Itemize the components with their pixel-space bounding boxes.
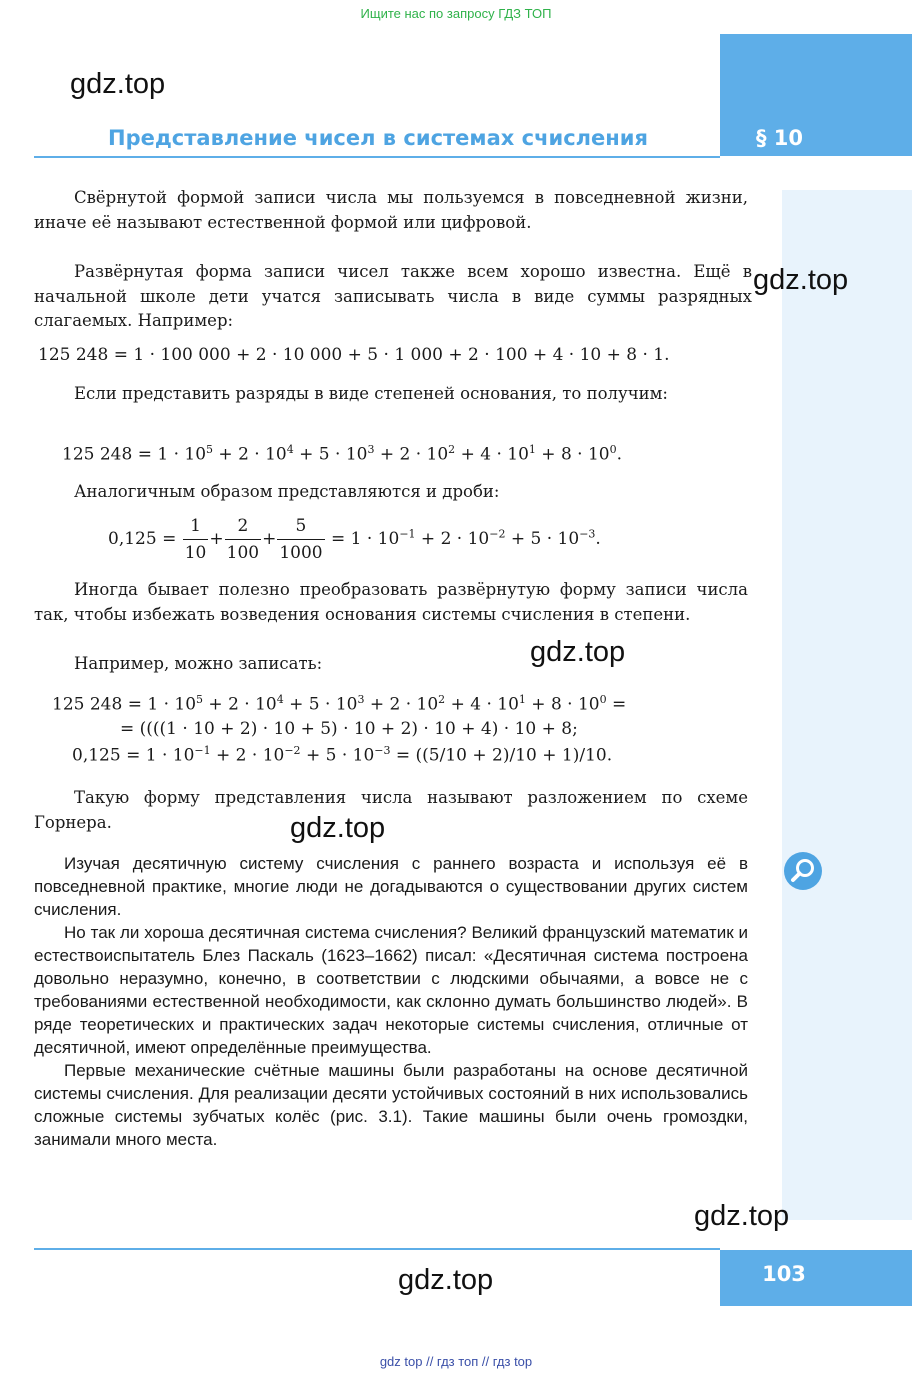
header-rule xyxy=(34,156,720,158)
search-button[interactable] xyxy=(784,852,822,890)
paragraph: Свёрнутой формой записи числа мы пользуемся в повседневной жизни, иначе её называют естественной формой или цифровой. xyxy=(34,188,748,232)
section-number: § 10 xyxy=(756,126,804,150)
sidebar-paragraph: Первые механические счётные машины были разработаны на основе десятичной системы счисления. Для реализации десяти устойчивых состояний в них использовались сложные системы зубчатых колёс (рис. 3.1). Такие машины были очень громоздки, занимали много места. xyxy=(34,1061,748,1149)
watermark: gdz.top xyxy=(398,1264,494,1296)
paragraph: Аналогичным образом представляются и дроби: xyxy=(74,482,500,501)
watermark: gdz.top xyxy=(753,264,849,296)
top-banner[interactable]: Ищите нас по запросу ГДЗ ТОП xyxy=(360,6,552,21)
footer-links[interactable]: gdz top // гдз топ // гдз top xyxy=(379,1354,533,1369)
magnifier-icon xyxy=(784,852,822,890)
sidebar-text xyxy=(34,852,748,1151)
sidebar-paragraph: Но так ли хороша десятичная система счисления? Великий французский математик и естествоиспытатель Блез Паскаль (1623–1662) писал: «Десятичная система построена довольно неразумно, конечно, в соответствии с людскими обычаями, а вовсе не с требованиями естественной необходимости, как склонно думать большинство людей». В ряде теоретических и практических задач некоторые системы счисления, отличные от десятичной, имеют определённые преимущества. xyxy=(34,923,748,1057)
watermark: gdz.top xyxy=(694,1200,790,1232)
paragraph: Такую форму представления числа называют разложением по схеме Горнера. xyxy=(34,788,748,832)
watermark: gdz.top xyxy=(530,636,626,668)
paragraph: Развёрнутая форма записи чисел также всем хорошо известна. Ещё в начальной школе дети учатся записывать числа в виде суммы разрядных слагаемых. Например: xyxy=(34,262,752,330)
margin-strip xyxy=(782,190,912,1220)
formula-horner-3: $0,125 = 1 \cdot 10^{-1} + 2 \cdot 10^{-2} + 5 \cdot 10^{-3} = ((5/10 + 2)/10 + 1)/10$. xyxy=(72,744,613,766)
watermark: gdz.top xyxy=(70,68,166,100)
chapter-title: Представление чисел в системах счисления xyxy=(108,126,648,150)
sidebar-paragraph: Изучая десятичную систему счисления с раннего возраста и используя её в повседневной практике, многие люди не догадываются о существовании других систем счисления. xyxy=(34,854,748,919)
paragraph: Если представить разряды в виде степеней основания, то получим: xyxy=(74,384,668,403)
paragraph: Например, можно записать: xyxy=(74,654,323,673)
footer-rule xyxy=(34,1248,720,1250)
page-number: 103 xyxy=(762,1262,806,1286)
fraction: $\frac{5}{1000}$ xyxy=(277,513,324,566)
paragraph: Иногда бывает полезно преобразовать развёрнутую форму записи числа так, чтобы избежать возведения основания системы счисления в степени. xyxy=(34,580,748,624)
formula-horner-2: = ((((1 · 10 + 2) · 10 + 5) · 10 + 2) · 10 + 4) · 10 + 8; xyxy=(120,719,578,739)
section-tab xyxy=(720,34,912,156)
fraction: $\frac{2}{100}$ xyxy=(225,513,261,566)
fraction: $\frac{1}{10}$ xyxy=(183,513,209,566)
formula-horner-1: 125 $248 = 1 \cdot 10^5 + 2 \cdot 10^4 + 5 \cdot 10^3 + 2 \cdot 10^2 + 4 \cdot 10^1 + 8 \cdot 10^0$ = xyxy=(52,693,627,715)
formula-powers: 125 $248 = 1 \cdot 10^5 + 2 \cdot 10^4 + 5 \cdot 10^3 + 2 \cdot 10^2 + 4 \cdot 10^1 + 8 \cdot 10^0$. xyxy=(62,443,623,465)
watermark: gdz.top xyxy=(290,812,386,844)
formula-fraction: 0,125 = $\frac{1}{10}$ + $\frac{2}{100}$ + $\frac{5}{1000}$ = $1 \cdot 10^{-1} + 2 \cdot 10^{-2} + 5 \cdot 10^{-3}$. xyxy=(108,513,601,566)
formula-expanded-sum: 125 248 = 1 · 100 000 + 2 · 10 000 + 5 · 1 000 + 2 · 100 + 4 · 10 + 8 · 1. xyxy=(38,345,670,365)
